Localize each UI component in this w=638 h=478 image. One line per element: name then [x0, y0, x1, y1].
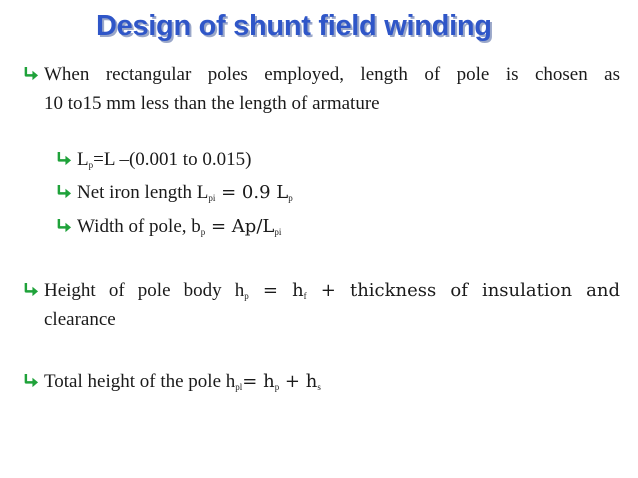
hooked-arrow-icon: [22, 276, 44, 305]
slide-title: Design of shunt field winding: [96, 10, 492, 42]
subbullet-width-of-pole: [55, 212, 281, 241]
bullet-text-line: Total height of the pole $h_{pl}= h_p + h_s$: [44, 371, 321, 392]
subbullet-lp: [55, 145, 251, 174]
bullet-pole-length: [22, 60, 620, 118]
hooked-arrow-icon: [55, 178, 77, 207]
bullet-text-line: clearance: [44, 309, 116, 330]
bullet-text-line: Height of pole body $h_p = h_f$ + thickness of insulation and: [44, 280, 620, 301]
bullet-text-line: 10 to15 mm less than the length of armature: [44, 93, 380, 114]
hooked-arrow-icon: [55, 212, 77, 241]
subbullet-text: $L_p=L$ –(0.001 to 0.015): [77, 149, 252, 170]
subbullet-net-iron-length: [55, 178, 293, 207]
bullet-height-of-pole-body: [22, 276, 620, 334]
bullet-total-height: [22, 367, 321, 396]
bullet-text-line: When rectangular poles employed, length of pole is chosen as: [44, 64, 620, 85]
hooked-arrow-icon: [22, 367, 44, 396]
hooked-arrow-icon: [22, 60, 44, 89]
subbullet-text: Net iron length $L_{pi} = 0.9$ $L_p$: [77, 182, 293, 203]
hooked-arrow-icon: [55, 145, 77, 174]
subbullet-text: Width of pole, $b_p = Ap/L_{pi}$: [77, 216, 282, 237]
